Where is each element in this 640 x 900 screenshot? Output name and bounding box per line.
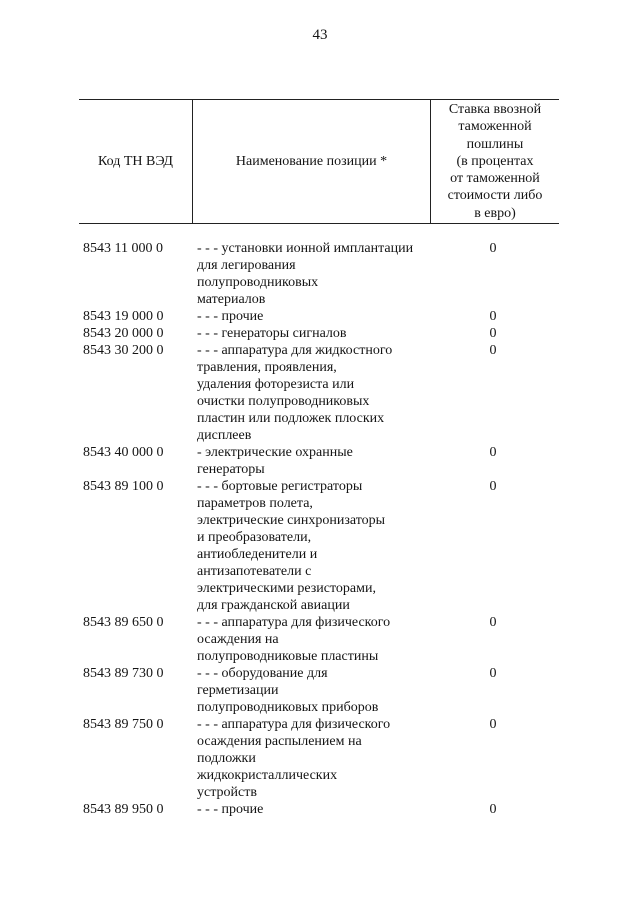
row-code: 8543 89 650 0	[83, 615, 164, 630]
header-rate: Ставка ввозной таможенной пошлины (в процентах от таможенной стоимости либо в евро)	[447, 101, 543, 221]
row-code: 8543 89 100 0	[83, 479, 164, 494]
page-number: 43	[312, 27, 328, 43]
row-rate: 0	[489, 479, 497, 494]
row-code: 8543 11 000 0	[83, 241, 163, 256]
row-name: - - - аппаратура для физического осаждения на полупроводниковые пластины	[197, 615, 391, 664]
table-row	[83, 240, 553, 308]
row-code: 8543 89 730 0	[83, 666, 164, 681]
header-code: Код ТН ВЭД	[98, 154, 173, 169]
row-code: 8543 40 000 0	[83, 445, 164, 460]
row-name: - - - прочие	[197, 802, 264, 817]
row-name: - - - аппаратура для жидкостного травления, проявления, удаления фоторезиста или очистки полупроводниковых пластин или подложек плоских дисплеев	[197, 343, 393, 443]
row-rate: 0	[489, 445, 497, 460]
table-row	[83, 716, 553, 801]
row-name: - - - генераторы сигналов	[197, 326, 347, 341]
table-row	[83, 444, 553, 478]
row-rate: 0	[489, 343, 497, 358]
row-code: 8543 89 750 0	[83, 717, 164, 732]
table-body	[83, 240, 553, 818]
row-rate: 0	[489, 717, 497, 732]
row-code: 8543 89 950 0	[83, 802, 164, 817]
row-name: - - - бортовые регистраторы параметров полета, электрические синхронизаторы и преобразователи, антиобледенители и антизапотеватели с электрическими резисторами, для гражданской авиации	[197, 479, 386, 613]
row-rate: 0	[489, 309, 497, 324]
row-name: - - - прочие	[197, 309, 264, 324]
row-rate: 0	[489, 241, 497, 256]
row-name: - - - установки ионной имплантации для легирования полупроводниковых материалов	[197, 241, 414, 307]
row-rate: 0	[489, 666, 497, 681]
table-row	[83, 665, 553, 716]
table-row	[83, 478, 553, 614]
row-name: - - - аппаратура для физического осаждения распылением на подложки жидкокристаллических устройств	[197, 717, 391, 800]
table-row	[83, 342, 553, 444]
row-rate: 0	[489, 326, 497, 341]
row-code: 8543 19 000 0	[83, 309, 164, 324]
table-row	[83, 801, 553, 818]
row-code: 8543 20 000 0	[83, 326, 164, 341]
row-name: - электрические охранные генераторы	[197, 445, 353, 477]
table-row	[83, 308, 553, 325]
table-row	[83, 614, 553, 665]
row-rate: 0	[489, 802, 497, 817]
table-row	[83, 325, 553, 342]
table-header	[79, 99, 559, 224]
row-code: 8543 30 200 0	[83, 343, 164, 358]
row-name: - - - оборудование для герметизации полупроводниковых приборов	[197, 666, 379, 715]
header-name: Наименование позиции *	[192, 100, 431, 223]
row-rate: 0	[489, 615, 497, 630]
